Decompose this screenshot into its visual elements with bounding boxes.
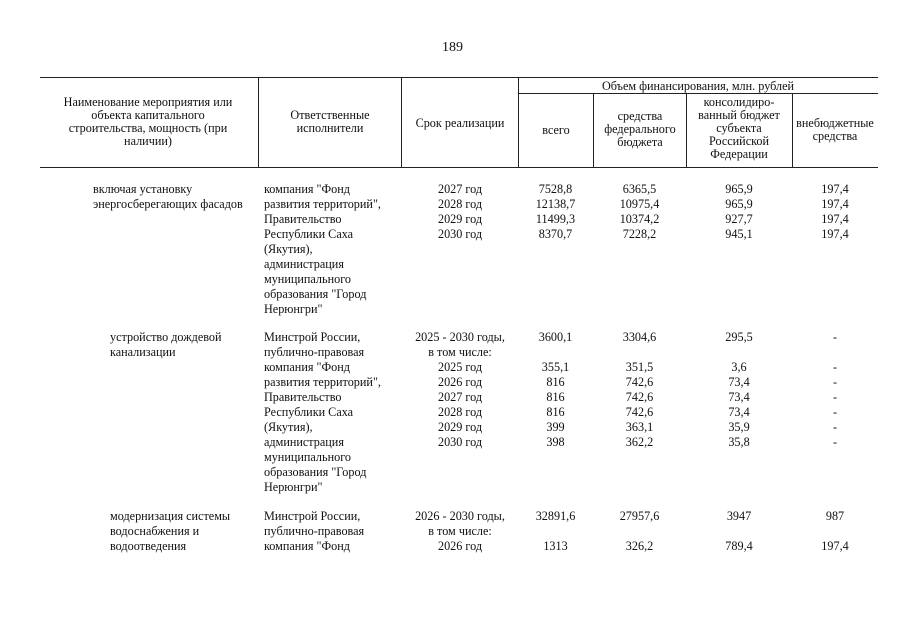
row-name: включая установку энергосберегающих фасадов (93, 182, 243, 211)
row-total: 7528,8 12138,7 11499,3 8370,7 (535, 182, 576, 241)
row-responsible: Минстрой России, публично-правовая компания "Фонд (264, 509, 365, 553)
header-responsible: Ответственные исполнители (290, 108, 370, 135)
header-divider (792, 93, 793, 167)
row-period: 2027 год 2028 год 2029 год 2030 год (437, 182, 483, 241)
financing-group-border (518, 93, 878, 94)
header-divider (258, 77, 259, 167)
row-federal: 3304,6 351,5 742,6 742,6 742,6 363,1 362,2 (622, 330, 657, 449)
row-extra: 197,4 197,4 197,4 197,4 (821, 182, 849, 241)
page-number: 189 (442, 40, 463, 55)
header-divider (593, 93, 594, 167)
header-total: всего (542, 123, 570, 137)
row-responsible: Минстрой России, публично-правовая компания "Фонд развития территорий", Правительство Республики Саха (Якутия), администрация муниципального образования "Город Нерюнгри" (264, 330, 381, 494)
row-period: 2025 - 2030 годы, в том числе: 2025 год 2026 год 2027 год 2028 год 2029 год 2030 год (415, 330, 505, 449)
header-divider (686, 93, 687, 167)
row-regional: 295,5 3,6 73,4 73,4 73,4 35,9 35,8 (725, 330, 753, 449)
header-period: Срок реализации (415, 116, 505, 130)
header-name: Наименование мероприятия или объекта капитального строительства, мощность (при наличии) (63, 95, 233, 148)
header-extra: внебюджетные средства (796, 116, 874, 143)
row-name: модернизация системы водоснабжения и водоотведения (110, 509, 231, 553)
row-period: 2026 - 2030 годы, в том числе: 2026 год (415, 509, 505, 553)
row-total: 32891,6 1313 (535, 509, 576, 553)
row-extra: - - - - - - - (832, 330, 838, 449)
table-top-border (40, 77, 878, 78)
row-regional: 3947 789,4 (725, 509, 753, 553)
header-divider (401, 77, 402, 167)
row-total: 3600,1 355,1 816 816 816 399 398 (538, 330, 573, 449)
header-divider (518, 77, 519, 167)
row-extra: 987 197,4 (821, 509, 849, 553)
row-name: устройство дождевой канализации (110, 330, 222, 359)
header-federal: средства федерального бюджета (604, 109, 676, 149)
header-regional: консолидиро- ванный бюджет субъекта Российской Федерации (698, 95, 780, 161)
row-federal: 27957,6 326,2 (619, 509, 660, 553)
header-financing-group: Объем финансирования, млн. рублей (601, 79, 795, 93)
header-bottom-border (40, 167, 878, 168)
row-regional: 965,9 965,9 927,7 945,1 (725, 182, 753, 241)
row-responsible: компания "Фонд развития территорий", Правительство Республики Саха (Якутия), администрация муниципального образования "Город Нерюнгри" (264, 182, 381, 316)
row-federal: 6365,5 10975,4 10374,2 7228,2 (619, 182, 660, 241)
